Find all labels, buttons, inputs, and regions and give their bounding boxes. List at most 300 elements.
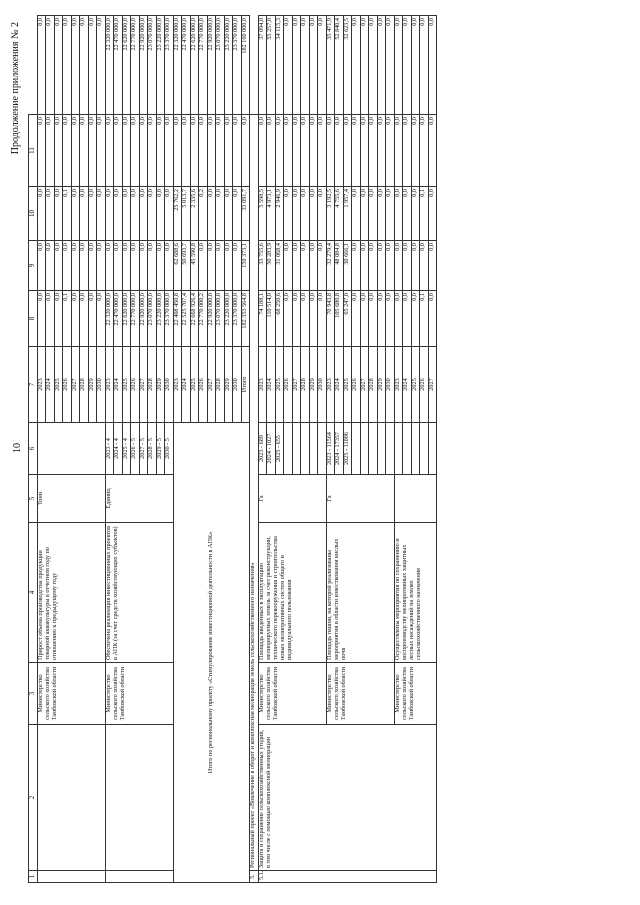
target-value-cell	[301, 423, 310, 475]
year-cell: 2024	[335, 347, 344, 423]
value-cell: 22 620 000,0	[122, 291, 131, 347]
value-cell: 0,0	[156, 115, 165, 187]
value-cell: 0,0	[352, 291, 361, 347]
value-cell: 65 247,0	[343, 291, 352, 347]
value-cell: 23 070 000,0	[216, 16, 225, 115]
col-number: 7	[29, 347, 38, 423]
value-cell: 0,0	[394, 115, 403, 187]
event-name	[37, 725, 105, 871]
event-name	[105, 725, 173, 871]
target-value-cell	[377, 423, 386, 475]
indicator-cell: Осуществлены мероприятия по сохранению и воспроизводству мелиоративных защитных лесных насаждений на землях сельскохозяйственного назначения	[394, 523, 437, 663]
target-value-cell: 2023 - 11564	[326, 423, 335, 475]
value-cell: 0,0	[54, 241, 63, 291]
value-cell: 0,0	[207, 241, 216, 291]
value-cell: 0,0	[224, 241, 233, 291]
value-cell: 0,0	[428, 241, 437, 291]
value-cell: 0,0	[411, 241, 420, 291]
value-cell: 0,0	[360, 241, 369, 291]
year-cell: 2030	[318, 347, 327, 423]
value-cell: 0,0	[139, 241, 148, 291]
value-cell: 22 920 000,0	[207, 16, 216, 115]
row-number	[37, 871, 105, 883]
value-cell: 0,0	[301, 16, 310, 115]
total-label: Итого по региональному проекту «Стимулирование инвестиционной деятельности в АПК»	[173, 423, 250, 883]
value-cell: 0,0	[352, 187, 361, 241]
budget-table	[28, 15, 437, 883]
value-cell: 110 514,0	[267, 291, 276, 347]
value-cell: 23 220 000,0	[156, 291, 165, 347]
value-cell: 0,0	[360, 187, 369, 241]
year-cell: 2026	[284, 347, 293, 423]
value-cell: 22 320 000,0	[173, 16, 182, 115]
value-cell: 0,0	[377, 115, 386, 187]
value-cell: 0,0	[267, 115, 276, 187]
value-cell: 0,0	[165, 241, 174, 291]
year-cell: 2026	[199, 347, 208, 423]
value-cell: 0,0	[411, 115, 420, 187]
value-cell: 0,0	[71, 115, 80, 187]
year-cell: 2025	[275, 347, 284, 423]
value-cell: 55 257,0	[267, 16, 276, 115]
year-cell: 2023	[173, 347, 182, 423]
value-cell: 0,0	[352, 241, 361, 291]
target-value-cell: 2024 - 1027	[267, 423, 276, 475]
value-cell: 182 353 564,8	[241, 291, 250, 347]
value-cell: 22 920 000,0	[139, 291, 148, 347]
value-cell: 0,0	[411, 16, 420, 115]
value-cell: 23 370 000,0	[165, 291, 174, 347]
year-cell: 2025	[343, 347, 352, 423]
value-cell: 0,1	[63, 291, 72, 347]
col-number: 2	[29, 725, 38, 871]
value-cell: 0,1	[420, 187, 429, 241]
value-cell: 0,0	[105, 241, 114, 291]
value-cell: 0,0	[233, 187, 242, 241]
value-cell: 0,0	[309, 241, 318, 291]
target-value-cell: 2025 - 4	[122, 423, 131, 475]
value-cell: 22 668 926,4	[190, 291, 199, 347]
itogo-label: Итого	[241, 347, 250, 423]
target-value-cell	[37, 423, 105, 475]
value-cell: 0,0	[343, 115, 352, 187]
value-cell: 0,0	[199, 241, 208, 291]
value-cell: 0,0	[190, 115, 199, 187]
appendix-caption: Продолжение приложения № 2	[10, 22, 21, 155]
value-cell: 0,1	[63, 187, 72, 241]
value-cell: 159 373,1	[241, 241, 250, 291]
value-cell: 0,0	[207, 187, 216, 241]
value-cell: 0,0	[386, 241, 395, 291]
value-cell: 0,0	[420, 241, 429, 291]
value-cell: 23 370 000,0	[233, 291, 242, 347]
target-value-cell	[352, 423, 361, 475]
ministry-cell: Министерство сельского хозяйства Тамбовской области	[394, 663, 437, 725]
value-cell: 37 094,0	[258, 16, 267, 115]
target-value-cell: 2026 - 5	[131, 423, 140, 475]
value-cell: 23 070 000,0	[216, 291, 225, 347]
col-number: 10	[29, 187, 38, 241]
target-value-cell: 2028 - 5	[148, 423, 157, 475]
value-cell: 0,0	[394, 291, 403, 347]
value-cell: 45 590,8	[190, 241, 199, 291]
value-cell: 0,0	[114, 187, 123, 241]
target-value-cell	[309, 423, 318, 475]
value-cell: 0,0	[37, 16, 46, 115]
value-cell: 22 620 000,0	[190, 16, 199, 115]
value-cell: 0,0	[403, 115, 412, 187]
value-cell: 0,0	[377, 291, 386, 347]
unit-cell	[394, 475, 437, 523]
target-value-cell: 2023 - 689	[258, 423, 267, 475]
year-cell: 2025	[54, 347, 63, 423]
col-number: 1	[29, 871, 38, 883]
table-body	[37, 16, 437, 883]
value-cell: 35 471,9	[326, 16, 335, 115]
value-cell: 0,0	[292, 187, 301, 241]
ministry-cell: Министерство сельского хозяйства Тамбовской области	[105, 663, 173, 725]
target-value-cell	[292, 423, 301, 475]
value-cell: 0,0	[301, 115, 310, 187]
value-cell: 0,0	[411, 291, 420, 347]
value-cell: 4 755,6	[335, 187, 344, 241]
value-cell: 0,0	[114, 115, 123, 187]
value-cell: 0,0	[37, 241, 46, 291]
value-cell: 0,0	[105, 187, 114, 241]
value-cell: 0,0	[428, 16, 437, 115]
year-cell: 2024	[267, 347, 276, 423]
value-cell: 0,0	[156, 241, 165, 291]
value-cell: 0,0	[97, 187, 106, 241]
value-cell: 0,0	[148, 115, 157, 187]
value-cell: 0,0	[420, 115, 429, 187]
year-cell: 2030	[97, 347, 106, 423]
value-cell: 0,0	[386, 115, 395, 187]
value-cell: 0,0	[207, 115, 216, 187]
page-number: 10	[12, 443, 23, 453]
year-cell: 2029	[309, 347, 318, 423]
value-cell: 0,0	[131, 241, 140, 291]
year-cell: 2023	[394, 347, 403, 423]
value-cell: 22 320 000,0	[105, 16, 114, 115]
value-cell: 0,0	[292, 115, 301, 187]
value-cell: 0,0	[403, 187, 412, 241]
value-cell: 22 920 000,0	[207, 291, 216, 347]
value-cell: 0,0	[37, 187, 46, 241]
target-value-cell	[394, 423, 403, 475]
year-cell: 2028	[148, 347, 157, 423]
value-cell: 0,0	[428, 291, 437, 347]
year-cell: 2028	[80, 347, 89, 423]
value-cell: 22 770 000,2	[199, 291, 208, 347]
value-cell: 0,0	[216, 187, 225, 241]
value-cell: 0,0	[216, 241, 225, 291]
value-cell: 22 525 707,4	[182, 291, 191, 347]
value-cell: 0,0	[386, 187, 395, 241]
year-cell: 2030	[165, 347, 174, 423]
year-cell: 2023	[105, 347, 114, 423]
value-cell: 0,0	[284, 291, 293, 347]
value-cell: 0,0	[377, 187, 386, 241]
unit-cell: Га	[258, 475, 326, 523]
value-cell: 0,0	[403, 241, 412, 291]
value-cell: 22 470 000,0	[114, 16, 123, 115]
row-number	[105, 871, 173, 883]
year-cell: 2026	[352, 347, 361, 423]
value-cell: 0,0	[54, 115, 63, 187]
value-cell: 0,0	[148, 187, 157, 241]
year-cell: 2028	[216, 347, 225, 423]
value-cell: 0,0	[46, 241, 55, 291]
ministry-cell: Министерство сельского хозяйства Тамбовской области	[37, 663, 105, 725]
col-number: 11	[29, 115, 38, 187]
value-cell: 0,0	[318, 187, 327, 241]
year-cell: 2023	[326, 347, 335, 423]
year-cell: 2026	[63, 347, 72, 423]
value-cell: 0,0	[97, 16, 106, 115]
value-cell: 0,0	[97, 241, 106, 291]
year-cell: 2024	[114, 347, 123, 423]
value-cell: 22 920 000,0	[139, 16, 148, 115]
value-cell: 0,0	[377, 16, 386, 115]
year-cell: 2027	[71, 347, 80, 423]
year-cell: 2024	[46, 347, 55, 423]
value-cell: 0,0	[360, 291, 369, 347]
value-cell: 0,0	[369, 16, 378, 115]
value-cell: 0,0	[139, 187, 148, 241]
value-cell: 0,0	[71, 241, 80, 291]
value-cell: 0,0	[369, 291, 378, 347]
value-cell: 0,0	[284, 187, 293, 241]
ministry-cell: Министерство сельского хозяйства Тамбовской области	[258, 663, 326, 725]
value-cell: 0,0	[71, 291, 80, 347]
target-value-cell: 2023 - 4	[105, 423, 114, 475]
value-cell: 0,0	[97, 115, 106, 187]
value-cell: 0,0	[131, 115, 140, 187]
value-cell: 1 957,4	[343, 187, 352, 241]
year-cell: 2025	[411, 347, 420, 423]
value-cell: 0,0	[284, 241, 293, 291]
value-cell: 23 070 000,0	[148, 291, 157, 347]
value-cell: 0,0	[165, 115, 174, 187]
value-cell: 0,0	[80, 187, 89, 241]
ministry-cell: Министерство сельского хозяйства Тамбовской области	[326, 663, 394, 725]
col-number: 4	[29, 523, 38, 663]
value-cell: 70 943,8	[326, 291, 335, 347]
year-cell: 2029	[88, 347, 97, 423]
value-cell: 0,0	[386, 291, 395, 347]
value-cell: 3 192,5	[326, 187, 335, 241]
value-cell: 0,2	[199, 187, 208, 241]
value-cell: 0,0	[224, 187, 233, 241]
value-cell: 34 115,3	[275, 16, 284, 115]
value-cell: 105 680,8	[335, 291, 344, 347]
value-cell: 0,0	[292, 241, 301, 291]
value-cell: 0,0	[148, 241, 157, 291]
target-value-cell: 2029 - 5	[156, 423, 165, 475]
year-cell: 2025	[122, 347, 131, 423]
value-cell: 0,0	[80, 16, 89, 115]
value-cell: 0,0	[309, 187, 318, 241]
value-cell: 0,0	[46, 291, 55, 347]
value-cell: 0,0	[88, 291, 97, 347]
value-cell: 23 070 000,0	[148, 16, 157, 115]
year-cell: 2027	[292, 347, 301, 423]
unit-cell: Тонн	[37, 475, 105, 523]
year-cell: 2026	[131, 347, 140, 423]
value-cell: 0,0	[165, 187, 174, 241]
target-value-cell	[420, 423, 429, 475]
value-cell: 0,0	[403, 16, 412, 115]
section-number: 5.	[250, 871, 259, 883]
value-cell: 0,0	[114, 241, 123, 291]
target-value-cell: 2024 - 4	[114, 423, 123, 475]
row-number: 5.1.	[258, 871, 437, 883]
value-cell: 4 973,1	[267, 187, 276, 241]
value-cell: 50 283,9	[267, 241, 276, 291]
value-cell: 0,0	[352, 115, 361, 187]
value-cell: 0,0	[97, 291, 106, 347]
value-cell: 22 770 000,0	[131, 16, 140, 115]
value-cell: 5 598,5	[258, 187, 267, 241]
target-value-cell	[386, 423, 395, 475]
value-cell: 0,0	[292, 16, 301, 115]
value-cell: 31 068,4	[275, 241, 284, 291]
year-cell: 2026	[420, 347, 429, 423]
value-cell: 0,0	[122, 241, 131, 291]
value-cell: 5 013,7	[182, 187, 191, 241]
value-cell: 0,0	[122, 187, 131, 241]
year-cell: 2030	[386, 347, 395, 423]
value-cell: 0,0	[411, 187, 420, 241]
year-cell: 2030	[233, 347, 242, 423]
year-cell: 2023	[37, 347, 46, 423]
year-cell: 2027	[360, 347, 369, 423]
value-cell: 22 470 000,0	[182, 16, 191, 115]
value-cell: 0,0	[292, 291, 301, 347]
value-cell: 0,0	[318, 241, 327, 291]
value-cell: 68 250,6	[275, 291, 284, 347]
value-cell: 0,0	[54, 16, 63, 115]
total-row	[173, 16, 182, 883]
value-cell: 0,1	[420, 291, 429, 347]
value-cell: 0,0	[131, 187, 140, 241]
value-cell: 0,0	[224, 115, 233, 187]
target-value-cell: 2027 - 5	[139, 423, 148, 475]
value-cell: 0,0	[369, 241, 378, 291]
value-cell: 22 408 450,8	[173, 291, 182, 347]
value-cell: 62 688,6	[173, 241, 182, 291]
value-cell: 30 666,1	[343, 241, 352, 291]
value-cell: 33 091,7	[241, 187, 250, 241]
value-cell: 0,0	[122, 115, 131, 187]
value-cell: 2 946,9	[275, 187, 284, 241]
column-number-row	[29, 16, 38, 883]
value-cell: 48 084,8	[335, 241, 344, 291]
target-value-cell	[369, 423, 378, 475]
col-number: 6	[29, 423, 38, 475]
value-cell: 0,0	[37, 291, 46, 347]
value-cell: 0,0	[301, 187, 310, 241]
value-cell: 0,0	[309, 115, 318, 187]
value-cell: 22 770 000,0	[199, 16, 208, 115]
value-cell: 0,0	[284, 16, 293, 115]
col-number: 8	[29, 291, 38, 347]
value-cell: 0,0	[37, 115, 46, 187]
value-cell: 182 160 000,0	[241, 16, 250, 115]
value-cell: 0,0	[54, 187, 63, 241]
value-cell: 0,0	[309, 291, 318, 347]
year-cell: 2028	[301, 347, 310, 423]
value-cell: 33 755,6	[258, 241, 267, 291]
target-value-cell: 2025 - 655	[275, 423, 284, 475]
value-cell: 0,0	[88, 16, 97, 115]
event-name: Защита и сохранение сельскохозяйственных угодий, в том числе с помощью комплексной мелиорации	[258, 725, 437, 871]
year-cell: 2028	[369, 347, 378, 423]
target-value-cell: 2024 - 17357	[335, 423, 344, 475]
year-cell: 2024	[403, 347, 412, 423]
target-value-cell	[284, 423, 293, 475]
value-cell: 0,0	[258, 115, 267, 187]
indicator-cell: Площадь введенных в эксплуатацию мелиорируемых земель за счет реконструкции, технического перевооружения и строительства новых мелиоративных систем общего и индивидуального пользования	[258, 523, 326, 663]
value-cell: 22 620 000,0	[122, 16, 131, 115]
value-cell: 0,0	[309, 16, 318, 115]
value-cell: 0,0	[352, 16, 361, 115]
year-cell: 2029	[156, 347, 165, 423]
target-value-cell: 2025 - 11006	[343, 423, 352, 475]
year-cell: 2029	[377, 347, 386, 423]
value-cell: 0,0	[216, 115, 225, 187]
value-cell: 74 188,1	[258, 291, 267, 347]
value-cell: 0,0	[318, 115, 327, 187]
value-cell: 0,0	[63, 241, 72, 291]
value-cell: 22 470 000,0	[114, 291, 123, 347]
value-cell: 0,0	[71, 16, 80, 115]
year-cell: 2024	[182, 347, 191, 423]
value-cell: 0,0	[420, 16, 429, 115]
value-cell: 0,0	[394, 241, 403, 291]
target-value-cell	[360, 423, 369, 475]
value-cell: 0,0	[428, 115, 437, 187]
year-cell: 2025	[190, 347, 199, 423]
indicator-cell: Прирост объема производства продукции товарной аквакультуры в отчетном году по отношению к предыдущему году	[37, 523, 105, 663]
value-cell: 50 693,7	[182, 241, 191, 291]
value-cell: 0,0	[403, 291, 412, 347]
unit-cell: Га	[326, 475, 394, 523]
value-cell: 52 840,4	[335, 16, 344, 115]
value-cell: 0,0	[63, 115, 72, 187]
value-cell: 0,0	[105, 115, 114, 187]
value-cell: 0,0	[63, 16, 72, 115]
value-cell: 0,0	[360, 115, 369, 187]
value-cell: 0,0	[377, 241, 386, 291]
value-cell: 0,0	[80, 115, 89, 187]
target-value-cell	[411, 423, 420, 475]
value-cell: 25 762,2	[173, 187, 182, 241]
value-cell: 0,0	[360, 16, 369, 115]
section-title: Региональный проект «Вовлечение в оборот и комплексная мелиорация земель сельскохозяйственного назначения»	[250, 115, 259, 871]
value-cell: 22 320 000,0	[105, 291, 114, 347]
value-cell: 0,0	[233, 115, 242, 187]
value-cell: 0,0	[88, 187, 97, 241]
indicator-cell: Площадь пашни, на которой реализованы мероприятия в области известкования кислых почв	[326, 523, 394, 663]
value-cell: 0,0	[275, 115, 284, 187]
value-cell: 0,0	[394, 16, 403, 115]
value-cell: 0,0	[80, 291, 89, 347]
value-cell: 0,0	[301, 241, 310, 291]
value-cell: 0,0	[386, 16, 395, 115]
value-cell: 23 370 000,0	[233, 16, 242, 115]
